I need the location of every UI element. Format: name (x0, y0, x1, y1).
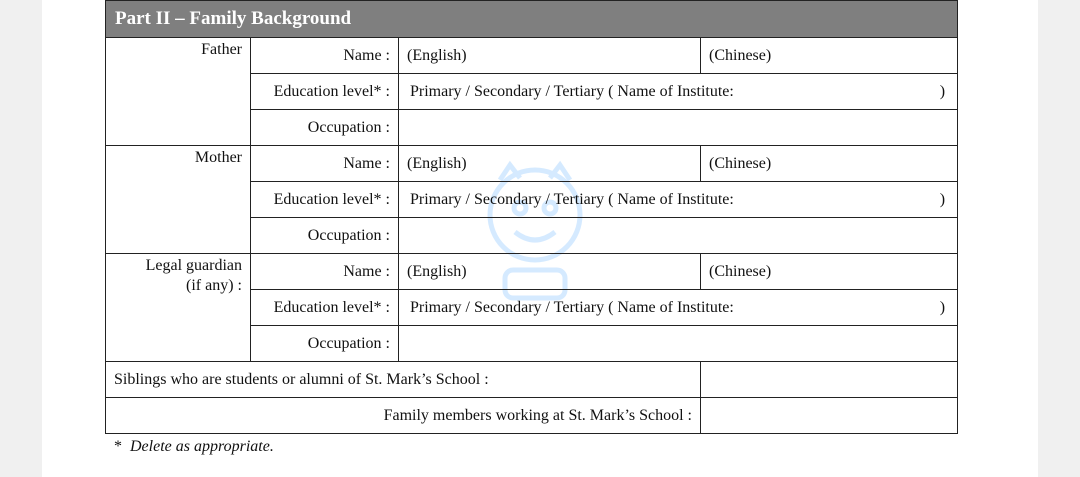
close-paren: ) (939, 190, 946, 208)
guardian-occupation-field[interactable] (399, 326, 958, 362)
mother-education-label: Education level* : (251, 182, 399, 218)
siblings-label: Siblings who are students or alumni of St. Mark’s School : (106, 362, 701, 398)
footnote-text: Delete as appropriate. (130, 438, 274, 455)
mother-name-english-field[interactable]: (English) (399, 146, 701, 182)
mother-name-chinese-field[interactable]: (Chinese) (701, 146, 958, 182)
guardian-education-field[interactable] (399, 290, 958, 326)
guardian-education-label: Education level* : (251, 290, 399, 326)
footnote-star: * (114, 438, 122, 455)
father-name-english-field[interactable]: (English) (399, 38, 701, 74)
person-label-subtext: (if any) : (186, 277, 242, 294)
father-name-label: Name : (251, 38, 399, 74)
family-background-table (105, 0, 958, 434)
close-paren: ) (939, 82, 946, 100)
father-education-label: Education level* : (251, 74, 399, 110)
father-occupation-label: Occupation : (251, 110, 399, 146)
family-working-field[interactable] (701, 398, 958, 434)
education-options: Primary / Secondary / Tertiary ( Name of Institute: (410, 298, 734, 316)
guardian-name-chinese-field[interactable]: (Chinese) (701, 254, 958, 290)
person-label-text: Father (201, 41, 242, 58)
siblings-field[interactable] (701, 362, 958, 398)
mother-name-label: Name : (251, 146, 399, 182)
mother-label (106, 146, 251, 254)
father-name-chinese-field[interactable]: (Chinese) (701, 38, 958, 74)
education-options: Primary / Secondary / Tertiary ( Name of Institute: (410, 190, 734, 208)
guardian-name-english-field[interactable]: (English) (399, 254, 701, 290)
education-options: Primary / Secondary / Tertiary ( Name of Institute: (410, 82, 734, 100)
close-paren: ) (939, 298, 946, 316)
mother-education-field[interactable] (399, 182, 958, 218)
guardian-occupation-label: Occupation : (251, 326, 399, 362)
father-occupation-field[interactable] (399, 110, 958, 146)
section-title: Part II – Family Background (106, 1, 958, 38)
mother-occupation-field[interactable] (399, 218, 958, 254)
guardian-label (106, 254, 251, 362)
footnote (114, 438, 274, 456)
person-label-text: Legal guardian (145, 257, 242, 274)
mother-occupation-label: Occupation : (251, 218, 399, 254)
family-working-label: Family members working at St. Mark’s School : (106, 398, 701, 434)
guardian-name-label: Name : (251, 254, 399, 290)
father-label (106, 38, 251, 146)
person-label-text: Mother (194, 149, 242, 166)
father-education-field[interactable] (399, 74, 958, 110)
